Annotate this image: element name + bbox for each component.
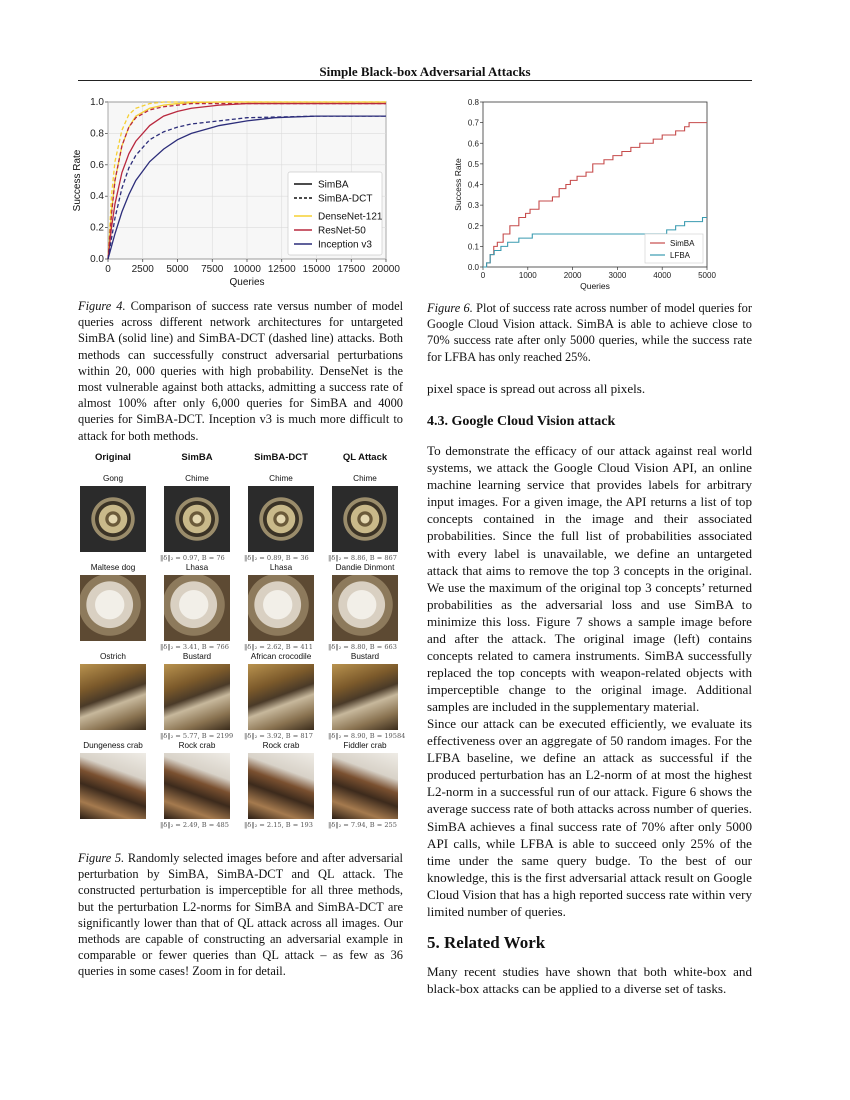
figure6-caption — [427, 300, 752, 365]
figure5-image-label: Dandie Dinmont — [335, 563, 395, 572]
x-tick-label: 2500 — [131, 264, 154, 275]
y-tick-label: 0.1 — [467, 242, 479, 252]
y-tick-label: 0.4 — [467, 180, 479, 190]
x-tick-label: 0 — [480, 271, 486, 280]
figure5-image — [248, 486, 314, 552]
x-tick-label: 0 — [105, 264, 111, 275]
section-5-title: 5. Related Work — [427, 933, 546, 952]
figure5-metric: ‖δ‖₂ = 2.62, B = 411 — [244, 643, 313, 651]
figure4-chart — [70, 92, 405, 288]
section-4-3-para2: Since our attack can be executed efficiently, we evaluate its effectiveness over an aggregate of 50 random images. For the LFBA baseline, we define an attack as successful if the produced perturbation has an L2-norm of at most the highest L2-norm in a successful run of our attack. Figure 6 shows the average success rate of both attacks across number of queries. SimBA achieves a final success rate of 70% after only 5000 API calls, while LFBA is able to succeed only 25% of the time under the same query budge. To the best of our knowledge, this is the first adversarial attack result on Google Cloud Vision that has a high reported success rate within very limited number of queries. — [427, 716, 752, 920]
y-tick-label: 0.6 — [467, 139, 479, 149]
x-tick-label: 2000 — [563, 271, 582, 280]
continuation-text: pixel space is spread out across all pixels. — [427, 381, 646, 396]
figure6-caption-text: Plot of success rate across number of model queries for Google Cloud Vision attack. SimBA is able to achieve close to 70% success rate after only 5000 queries, while the success rate for LFBA has only reached 25%. — [427, 301, 752, 364]
legend-label: SimBA — [670, 239, 695, 248]
figure5-image-label: Bustard — [182, 652, 212, 661]
figure4-caption — [78, 298, 403, 444]
figure5-image — [80, 664, 146, 730]
figure5-metric: ‖δ‖₂ = 8.90, B = 19584 — [328, 732, 406, 740]
legend-label: LFBA — [670, 251, 691, 260]
figure5-column-header: SimBA — [181, 452, 213, 463]
x-tick-label: 4000 — [653, 271, 672, 280]
figure5-image-label: Rock crab — [262, 741, 300, 750]
figure5-image-label: Fiddler crab — [343, 741, 387, 750]
figure5-image — [332, 575, 398, 641]
figure6-chart — [450, 94, 725, 289]
figure5-image — [164, 664, 230, 730]
section-5-para: Many recent studies have shown that both white-box and black-box attacks can be applied to a diverse set of tasks. — [427, 964, 752, 997]
y-axis-label: Success Rate — [453, 158, 463, 211]
legend-label: Inception v3 — [318, 239, 372, 251]
figure5-column-header: SimBA-DCT — [254, 452, 308, 463]
figure5-metric: ‖δ‖₂ = 5.77, B = 2199 — [160, 732, 234, 740]
section-4-3-title: 4.3. Google Cloud Vision attack — [427, 414, 616, 429]
y-tick-label: 0.8 — [90, 128, 104, 140]
y-tick-label: 0.4 — [90, 191, 104, 203]
figure5-image — [332, 486, 398, 552]
figure5-metric: ‖δ‖₂ = 8.80, B = 663 — [328, 643, 397, 651]
x-tick-label: 10000 — [233, 264, 261, 275]
figure5-metric: ‖δ‖₂ = 3.41, B = 766 — [160, 643, 229, 651]
x-tick-label: 1000 — [518, 271, 537, 280]
figure5-image — [80, 575, 146, 641]
legend-label: SimBA — [318, 179, 349, 191]
y-tick-label: 0.3 — [467, 201, 479, 211]
figure5-image — [80, 486, 146, 552]
x-axis-label: Queries — [229, 277, 265, 288]
figure5-metric: ‖δ‖₂ = 0.89, B = 36 — [244, 554, 309, 562]
figure5-image — [164, 575, 230, 641]
figure5-image-label: Bustard — [350, 652, 380, 661]
figure5-image-label: Gong — [102, 474, 124, 483]
x-tick-label: 12500 — [267, 264, 296, 275]
figure5-metric: ‖δ‖₂ = 2.49, B = 485 — [160, 821, 229, 829]
x-tick-label: 7500 — [201, 264, 224, 275]
figure5-image — [164, 753, 230, 819]
figure5-image-label: Chime — [353, 474, 377, 483]
y-tick-label: 1.0 — [90, 97, 104, 108]
figure5-caption-text: Randomly selected images before and after adversarial perturbation by SimBA, SimBA-DCT and QL attack. The constructed perturbation is imperceptible for all three methods, but the perturbation L2-norms for SimBA and SimBA-DCT are significantly lower than that of QL attack across all images. Our methods are capable of constructing an adversarial example in comparable or fewer queries than QL attack – as few as 36 queries in some cases! Zoom in for detail. — [78, 851, 403, 979]
y-tick-label: 0.8 — [467, 98, 479, 107]
y-tick-label: 0.2 — [467, 221, 479, 231]
figure5-caption — [78, 850, 403, 980]
figure5-grid — [74, 450, 409, 840]
figure5-metric: ‖δ‖₂ = 7.94, B = 255 — [328, 821, 397, 829]
figure5-column-header: QL Attack — [342, 452, 388, 463]
figure5-image — [248, 664, 314, 730]
x-tick-label: 15000 — [302, 264, 331, 275]
figure5-metric: ‖δ‖₂ = 8.86, B = 867 — [328, 554, 397, 562]
figure5-image — [332, 753, 398, 819]
legend-label: SimBA-DCT — [318, 193, 373, 205]
figure5-image — [248, 575, 314, 641]
figure5-image-label: Ostrich — [100, 652, 126, 661]
figure5-image-label: Lhasa — [269, 563, 293, 572]
legend-label: DenseNet-121 — [318, 211, 383, 223]
y-tick-label: 0.6 — [90, 159, 104, 171]
figure5-image — [164, 486, 230, 552]
figure5-column-header: Original — [95, 452, 131, 463]
x-tick-label: 5000 — [166, 264, 189, 275]
figure5-image-label: Chime — [269, 474, 293, 483]
figure5-image — [248, 753, 314, 819]
legend-label: ResNet-50 — [318, 225, 366, 237]
running-header: Simple Black-box Adversarial Attacks — [319, 64, 531, 79]
figure5-caption-label: Figure 5. — [78, 851, 125, 865]
figure5-image-label: Dungeness crab — [83, 741, 143, 750]
figure5-image-label: Maltese dog — [90, 563, 136, 572]
header-rule — [78, 80, 752, 81]
figure5-image-label: Lhasa — [185, 563, 209, 572]
figure5-image — [332, 664, 398, 730]
figure4-caption-text: Comparison of success rate versus number of model queries across different network architectures for untargeted SimBA (solid line) and SimBA-DCT (dashed line) attacks. Both methods can successfully construct adversarial perturbations within 20, 000 queries with high probability. DenseNet is the most vulnerable against both attacks, admitting a success rate of almost 100% after only 6,000 queries for SimBA and 4000 queries for SimBA-DCT. Inception v3 is much more difficult to attack for both methods. — [78, 299, 404, 443]
x-tick-label: 3000 — [608, 271, 627, 280]
x-axis-label: Queries — [580, 281, 610, 291]
y-tick-label: 0.0 — [90, 254, 104, 265]
y-tick-label: 0.0 — [467, 263, 479, 272]
figure5-image — [80, 753, 146, 819]
figure5-image-label: Rock crab — [178, 741, 216, 750]
figure5-image-label: Chime — [185, 474, 209, 483]
x-tick-label: 5000 — [698, 271, 716, 280]
y-tick-label: 0.2 — [90, 222, 104, 234]
figure5-metric: ‖δ‖₂ = 2.15, B = 193 — [244, 821, 313, 829]
section-4-3-para1: To demonstrate the efficacy of our attack against real world systems, we attack the Google Cloud Vision API, an online machine learning service that provides labels for arbitrary input images. For a given image, the API returns a list of top concepts contained in the image and their associated probabilities. Since the full list of probabilities associated with every label is unavailable, we define an untargeted attack that aims to remove the top 3 concepts in the original. We use the maximum of the original top 3 concepts’ returned probabilities as the adversarial loss and use SimBA to minimize this loss. Figure 7 shows a sample image before and after the attack. The original image (left) contains concepts related to camera instruments. SimBA successfully replaced the top concepts with weapon-related objects with imperceptible change to the original image. Additional samples are included in the supplementary material. — [427, 443, 752, 715]
figure5-metric: ‖δ‖₂ = 3.92, B = 817 — [244, 732, 313, 740]
y-tick-label: 0.5 — [467, 159, 479, 169]
y-axis-label: Success Rate — [72, 149, 83, 212]
x-tick-label: 20000 — [372, 264, 400, 275]
figure5-metric: ‖δ‖₂ = 0.97, B = 76 — [160, 554, 225, 562]
figure4-caption-label: Figure 4. — [78, 299, 126, 313]
x-tick-label: 17500 — [337, 264, 366, 275]
figure6-caption-label: Figure 6. — [427, 301, 473, 315]
figure5-image-label: African crocodile — [250, 652, 312, 661]
y-tick-label: 0.7 — [467, 118, 479, 128]
